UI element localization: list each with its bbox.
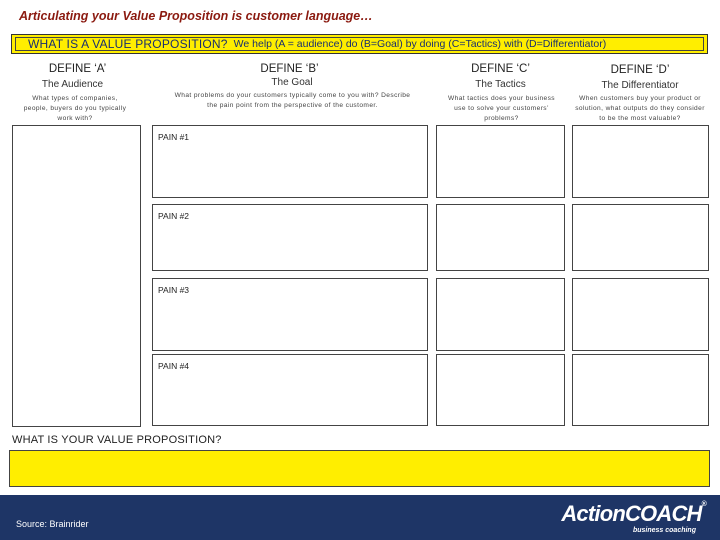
logo-trademark: ® (701, 501, 706, 508)
column-c-description: What tactics does your business use to solve your customers’ problems? (448, 95, 555, 122)
column-b-description: What problems do your customers typically come to you with? Describe the pain point from the perspective of the customer. (174, 92, 411, 109)
tactics-3-box[interactable] (436, 278, 565, 351)
column-c-heading: DEFINE ‘C’ (471, 63, 530, 75)
pain-4-box[interactable] (152, 354, 428, 426)
pain-1-box[interactable] (152, 125, 428, 198)
differentiator-3-box[interactable] (572, 278, 709, 351)
banner-inner-frame (15, 37, 704, 51)
pain-1-label: PAIN #1 (158, 132, 190, 142)
footer-bar (0, 495, 720, 540)
column-d-description: When customers buy your product or solution, what outputs do they consider to be the most valuable? (575, 95, 705, 122)
pain-2-label: PAIN #2 (158, 211, 190, 221)
column-b-heading: DEFINE ‘B’ (260, 63, 319, 75)
logo-wordmark (561, 501, 706, 527)
column-d-subtitle: The Differentiator (601, 80, 679, 91)
slide-title: Articulating your Value Proposition is customer language… (19, 9, 373, 23)
pain-2-box[interactable] (152, 204, 428, 271)
audience-input-box[interactable] (12, 125, 141, 427)
differentiator-2-box[interactable] (572, 204, 709, 271)
column-a-heading: DEFINE ‘A’ (48, 63, 107, 75)
definition-banner (11, 34, 708, 54)
tactics-2-box[interactable] (436, 204, 565, 271)
banner-answer: We help (A = audience) do (B=Goal) by doing (C=Tactics) with (D=Differentiator) (233, 38, 607, 50)
column-a-subtitle: The Audience (41, 79, 104, 90)
pain-3-box[interactable] (152, 278, 428, 351)
column-d-heading: DEFINE ‘D’ (610, 64, 670, 76)
pain-4-label: PAIN #4 (158, 361, 190, 371)
column-c-subtitle: The Tactics (475, 79, 526, 90)
actioncoach-logo (556, 501, 706, 537)
logo-tagline: business coaching (632, 527, 696, 534)
differentiator-1-box[interactable] (572, 125, 709, 198)
tactics-4-box[interactable] (436, 354, 565, 426)
value-proposition-label: WHAT IS YOUR VALUE PROPOSITION? (12, 434, 222, 446)
banner-question: WHAT IS A VALUE PROPOSITION? (28, 37, 228, 51)
value-proposition-input[interactable] (9, 450, 710, 487)
pain-3-label: PAIN #3 (158, 285, 190, 295)
differentiator-4-box[interactable] (572, 354, 709, 426)
logo-text: ActionCOACH (561, 501, 702, 526)
column-b-subtitle: The Goal (271, 77, 313, 88)
source-credit: Source: Brainrider (16, 519, 89, 529)
tactics-1-box[interactable] (436, 125, 565, 198)
column-a-description: What types of companies, people, buyers do you typically work with? (23, 95, 127, 122)
